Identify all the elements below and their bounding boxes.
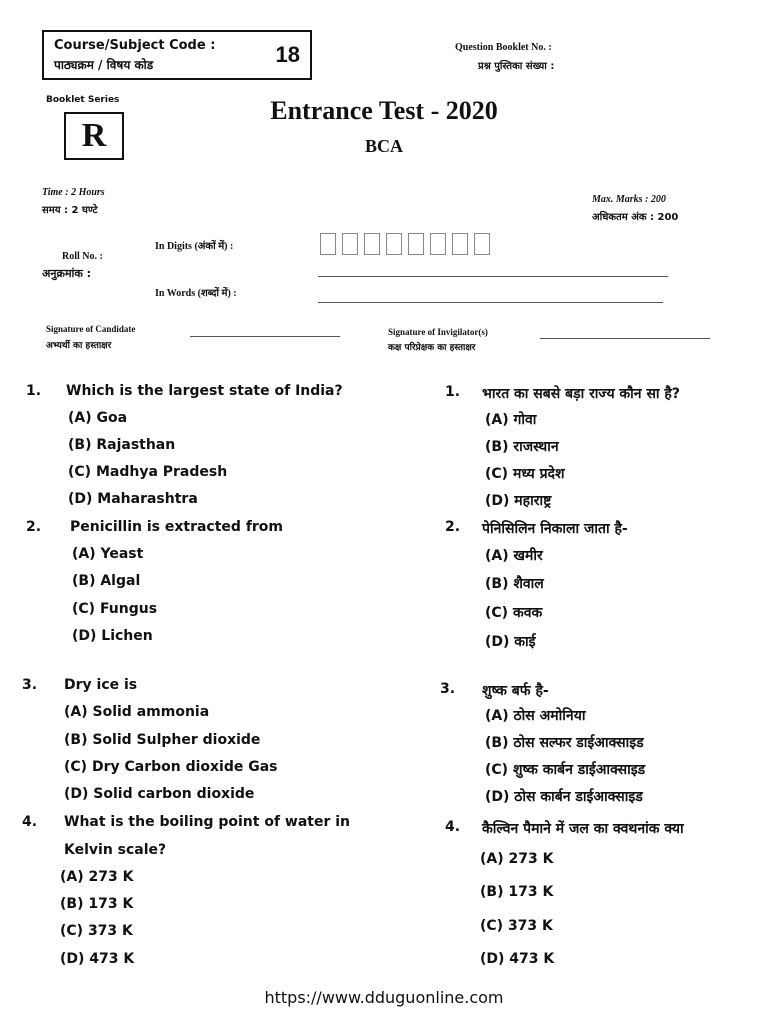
question-number: 2. [26,519,42,535]
candidate-signature-label: Signature of Candidate [46,324,136,334]
invigilator-signature-label-hindi: कक्ष परिप्रेक्षक का हस्ताक्षर [388,343,476,353]
page-title: Entrance Test - 2020 [270,96,498,125]
question-option-hindi: (B) ठोस सल्फर डाईआक्साइड [485,735,644,751]
roll-digit-boxes[interactable] [320,233,520,257]
invigilator-signature-line [540,338,710,339]
roll-digit-box[interactable] [452,233,468,255]
question-text-hindi: शुष्क बर्फ है- [482,683,549,699]
question-option: (B) Solid Sulpher dioxide [64,732,261,748]
question-option: (D) Lichen [72,628,153,644]
question-number-hindi: 1. [445,384,461,400]
roll-no-label: Roll No. : [62,251,103,262]
question-option: (C) Madhya Pradesh [68,464,228,480]
course-code-value: 18 [275,42,300,67]
question-option-hindi: (B) राजस्थान [485,439,559,455]
question-option: (B) Algal [72,573,141,589]
question-text-hindi: पेनिसिलिन निकाला जाता है- [482,521,628,537]
booklet-series-label: Booklet Series [46,95,120,105]
roll-digit-box[interactable] [342,233,358,255]
question-option: (B) Rajasthan [68,437,176,453]
course-code-box [42,30,312,80]
question-text-hindi: कैल्विन पैमाने में जल का क्वथनांक क्या [482,821,684,837]
roll-digit-box[interactable] [386,233,402,255]
question-option-hindi: (C) 373 K [480,918,553,934]
question-option-hindi: (A) 273 K [480,851,554,867]
roll-digit-box[interactable] [408,233,424,255]
roll-digit-box[interactable] [320,233,336,255]
question-option-hindi: (A) खमीर [485,548,543,564]
question-option: (A) Yeast [72,546,144,562]
question-text-line-2: Kelvin scale? [64,842,167,858]
invigilator-signature-label: Signature of Invigilator(s) [388,327,488,337]
question-number-hindi: 3. [440,681,456,697]
page-subtitle: BCA [364,136,403,156]
question-option: (C) Fungus [72,601,158,617]
roll-digit-box[interactable] [430,233,446,255]
question-option: (D) Solid carbon dioxide [64,786,255,802]
question-text: Which is the largest state of India? [66,383,343,399]
max-marks-label: Max. Marks : 200 [592,194,666,205]
in-words-label: In Words (शब्दों में) : [155,288,237,299]
max-marks-label-hindi: अधिकतम अंक : 200 [592,212,679,223]
question-text: Dry ice is [64,677,138,693]
question-text-hindi: भारत का सबसे बड़ा राज्य कौन सा है? [482,386,680,402]
in-digits-label: In Digits (अंकों में) : [155,241,234,252]
question-option-hindi: (D) ठोस कार्बन डाईआक्साइड [485,789,643,805]
question-option: (A) Solid ammonia [64,704,210,720]
question-text: Penicillin is extracted from [70,519,284,535]
question-option-hindi: (B) 173 K [480,884,554,900]
question-number: 3. [22,677,38,693]
question-option-hindi: (D) काई [485,634,536,650]
question-number: 4. [22,814,38,830]
course-code-label: Course/Subject Code : [54,38,216,53]
question-number-hindi: 2. [445,519,461,535]
question-text: What is the boiling point of water in [64,814,351,830]
roll-digit-box[interactable] [364,233,380,255]
question-option-hindi: (D) 473 K [480,951,555,967]
roll-no-label-hindi: अनुक्रमांक : [42,267,92,280]
question-option-hindi: (C) शुष्क कार्बन डाईआक्साइड [485,762,646,778]
question-option: (D) 473 K [60,951,135,967]
question-option-hindi: (A) गोवा [485,412,537,428]
question-option: (C) Dry Carbon dioxide Gas [64,759,278,775]
question-booklet-no-label: Question Booklet No. : [455,42,552,53]
question-option-hindi: (A) ठोस अमोनिया [485,708,586,724]
roll-words-line-2 [318,302,663,303]
roll-words-line-1 [318,276,668,277]
question-option: (B) 173 K [60,896,134,912]
question-option-hindi: (C) कवक [485,605,543,621]
footer-url-link[interactable]: https://www.dduguonline.com [264,988,504,1007]
roll-digit-box[interactable] [474,233,490,255]
question-option: (A) Goa [68,410,128,426]
question-option-hindi: (C) मध्य प्रदेश [485,466,565,482]
question-number-hindi: 4. [445,819,461,835]
question-option: (C) 373 K [60,923,133,939]
time-label-hindi: समय : 2 घण्टे [42,205,98,216]
question-option-hindi: (D) महाराष्ट्र [485,493,552,509]
course-code-label-hindi: पाठ्यक्रम / विषय कोड [54,58,154,72]
question-option-hindi: (B) शैवाल [485,576,544,592]
question-option: (D) Maharashtra [68,491,198,507]
question-option: (A) 273 K [60,869,134,885]
question-number: 1. [26,383,42,399]
time-label: Time : 2 Hours [42,187,105,198]
candidate-signature-label-hindi: अभ्यर्थी का हस्ताक्षर [46,341,112,351]
question-booklet-no-label-hindi: प्रश्न पुस्तिका संख्या : [478,61,555,72]
candidate-signature-line [190,336,340,337]
booklet-series-letter: R [64,112,124,160]
